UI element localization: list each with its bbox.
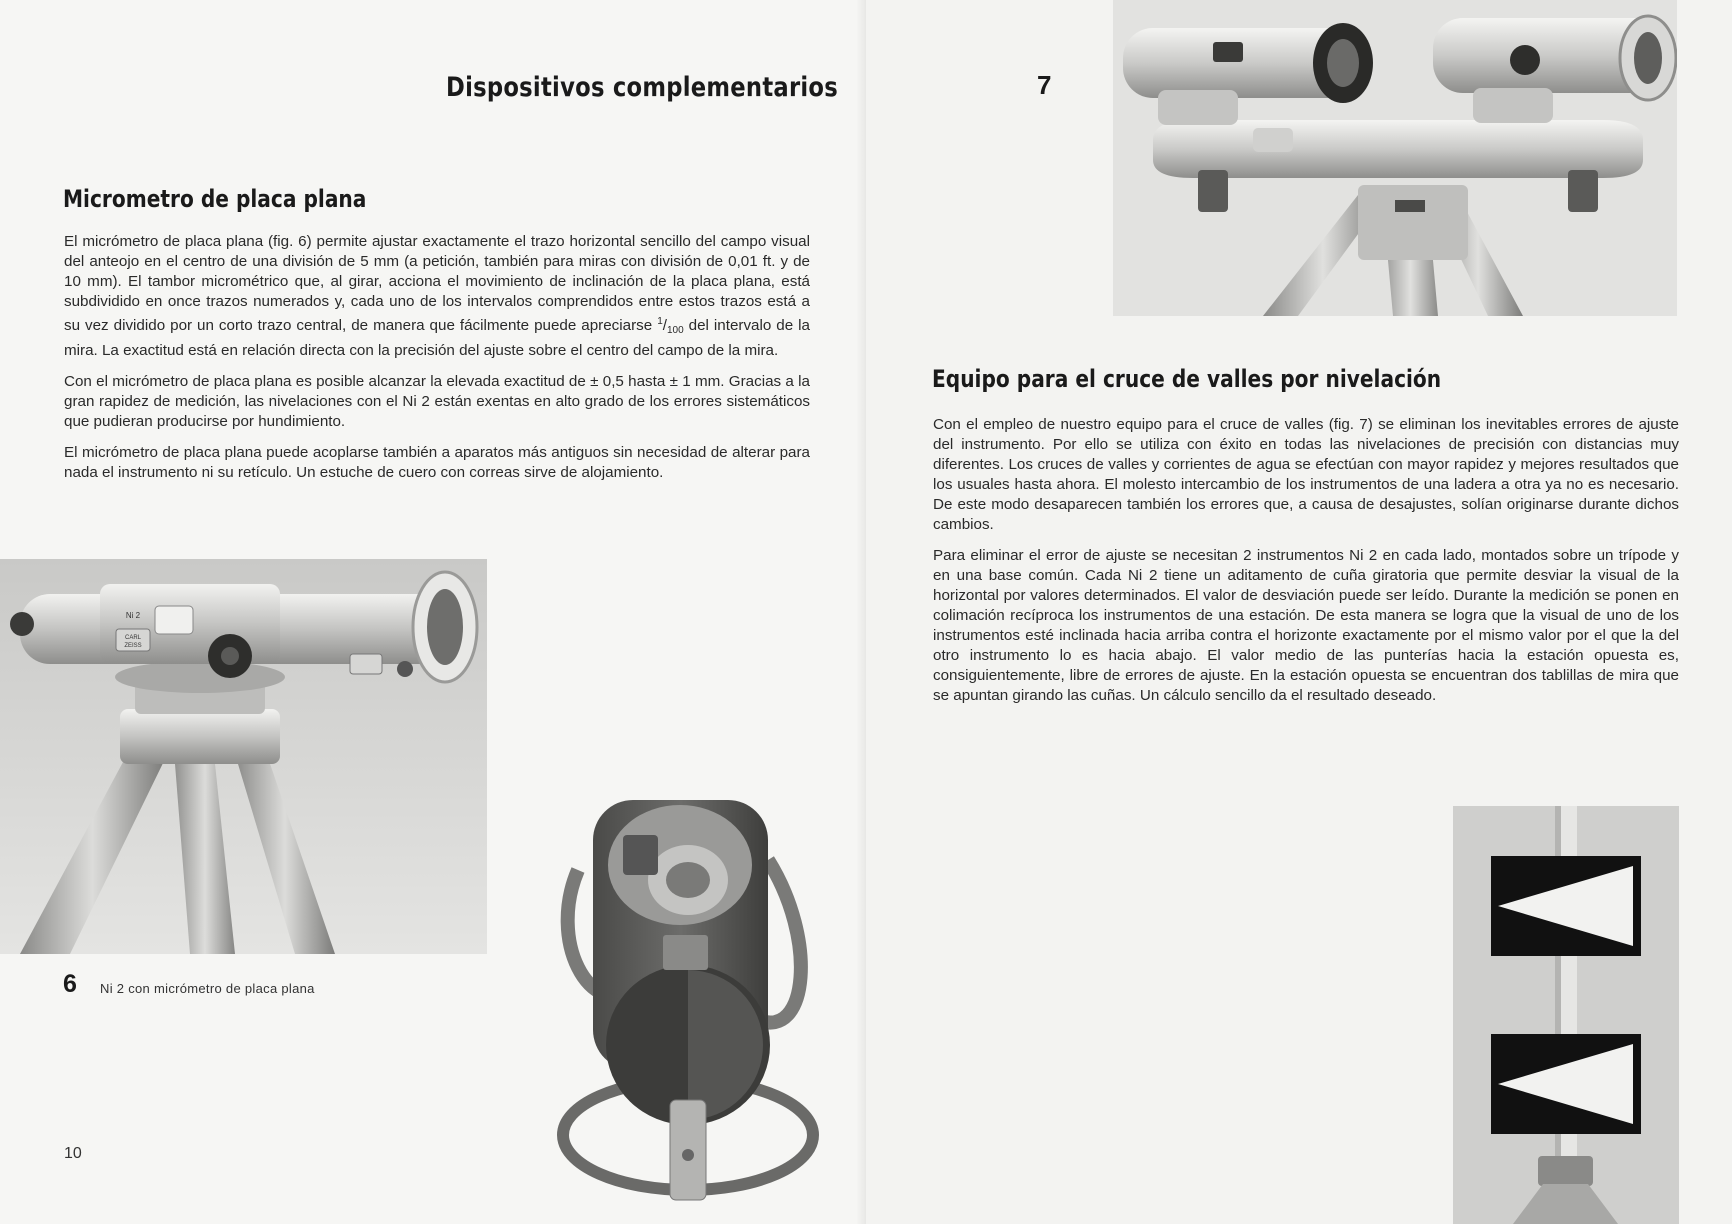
micrometro-paragraph-1-part-2: del intervalo de la mira. La exactitud está en relación directa con la precisión del ajuste sobre el centro del campo de la mira.: [64, 317, 810, 359]
twin-level-instruments-illustration: [1113, 0, 1677, 316]
micrometro-paragraph-1: [64, 232, 810, 361]
equipo-paragraph-2: Para eliminar el error de ajuste se necesitan 2 instrumentos Ni 2 en cada lado, montados sobre un trípode y en una base común. Cada Ni 2 tiene un aditamento de cuña giratoria que permite desviar la visual de la horizontal por valores determinados. El valor de desviación puede ser leído. Durante la medición se ponen en colimación recíproca los instrumentos de una estación. De esta manera se logra que la visual de uno de los instrumentos esté inclinada hacia arriba contra el horizonte exactamente por el mismo valor por el que la del otro instrumento lo es hacia abajo. El valor medio de las punterías hacia la estación opuesta es, consiguientemente, libre de errores de ajuste. En la estación opuesta se encuentran dos tablillas de mira que se apuntan girando las cuñas. Un cálculo sencillo da el resultado deseado.: [933, 547, 1679, 704]
leather-case-photo: [548, 790, 838, 1220]
figure-7-number: 7: [1037, 70, 1052, 100]
section-heading-micrometro: Micrometro de placa plana: [63, 185, 367, 213]
page-number: 10: [64, 1145, 82, 1162]
brand-label-zeiss: ZEISS: [124, 643, 142, 649]
page-title: Dispositivos complementarios: [446, 72, 839, 103]
micrometro-paragraph-3: El micrómetro de placa plana puede acoplarse también a aparatos más antiguos sin necesidad de alterar para nada el instrumento ni su retículo. Un estuche de cuero con correas sirve de alojamiento.: [64, 444, 810, 481]
leather-case-illustration: [548, 790, 838, 1220]
micrometro-body-text: [64, 232, 810, 494]
micrometro-paragraph-1-part-1: El micrómetro de placa plana (fig. 6) permite ajustar exactamente el trazo horizontal sencillo del campo visual del anteojo en el centro de una división de 5 mm (a petición, también para miras con división de 0,01 ft. y de 10 mm). El tambor micrométrico que, al girar, acciona el movimiento de inclinación de la placa plana, está subdividido en once trazos numerados y, cada uno de los intervalos comprendidos entre estos trazos está a su vez dividido por un corto trazo central, de manera que fácilmente puede apreciarse: [64, 233, 810, 334]
equipo-paragraph-1: Con el empleo de nuestro equipo para el cruce de valles (fig. 7) se eliminan los inevitables errores de ajuste del instrumento. Por ello se utiliza con éxito en todas las nivelaciones de precisión con distancias muy diferentes. Los cruces de valles y corrientes de agua se efectúan con mayor rapidez y mejores resultados que los usuales hasta ahora. El molesto intercambio de los instrumentos de una ladera a otra ya no es necesario. De este modo desaparecen también los errores que, a causa de desajustes, solían originarse durante dichos cambios.: [933, 416, 1679, 533]
brand-label-carl: CARL: [124, 635, 142, 641]
fraction-one-hundredth: $^1/_{100}$: [657, 316, 684, 336]
equipo-body-text: [933, 415, 1679, 717]
staff-targets-illustration: [1453, 806, 1679, 1224]
figure-6-caption: Ni 2 con micrómetro de placa plana: [100, 981, 315, 996]
fraction-numerator: 1: [657, 316, 663, 327]
micrometro-paragraph-2: Con el micrómetro de placa plana es posible alcanzar la elevada exactitud de ± 0,5 hasta ± 1 mm. Gracias a la gran rapidez de medición, las nivelaciones con el Ni 2 están exentas en alto grado de los errores sistemáticos que pudieran producirse por hundimiento.: [64, 373, 810, 430]
fraction-denominator: 100: [666, 325, 684, 336]
leveling-staff-targets-photo: [1453, 806, 1679, 1224]
section-heading-equipo: Equipo para el cruce de valles por nivelación: [932, 365, 1442, 393]
level-instrument-illustration: [0, 559, 487, 954]
instrument-model-label: Ni 2: [125, 611, 141, 620]
figure-6-photo: [0, 559, 487, 954]
figure-7-photo: [1113, 0, 1677, 316]
figure-6-number: 6: [63, 970, 77, 998]
